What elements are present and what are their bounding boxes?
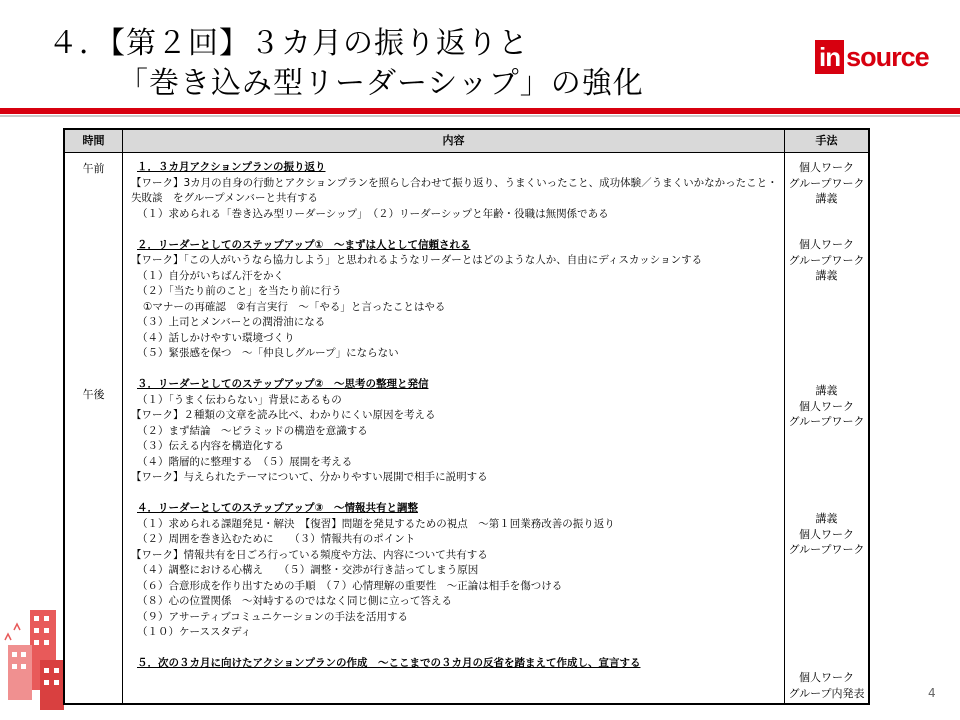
logo-box-text: in [815, 40, 844, 74]
slide-title-line2: 「巻き込み型リーダーシップ」の強化 [118, 66, 644, 101]
section-heading: ４．リーダーとしてのステップアップ③ ～情報共有と調整 [137, 502, 418, 514]
section-heading: ５．次の３カ月に向けたアクションプランの作成 ～ここまでの３カ月の反省を踏まえて作成し、宣言する [137, 657, 641, 669]
method-item: 講義 [815, 269, 838, 282]
content-line: （１）求められる課題発見・解決 【復習】問題を発見するための視点 ～第１回業務改善の振り返り [137, 517, 615, 530]
method-item: グループワーク [788, 415, 865, 428]
method-cell [785, 160, 868, 207]
content-line: （３）上司とメンバーとの潤滑油になる [137, 316, 326, 328]
insource-logo [815, 40, 929, 74]
method-cell [785, 383, 868, 430]
content-line: （３）伝える内容を構造化する [137, 440, 284, 452]
method-item: グループワーク [788, 543, 865, 556]
content-line: （１）「うまく伝わらない」背景にあるもの [137, 393, 342, 406]
section-heading: １．３カ月アクションプランの振り返り [137, 161, 326, 173]
time-morning: 午前 [82, 162, 105, 175]
page-number: 4 [928, 686, 936, 700]
content-line: 【ワーク】「この人がいうなら協力しよう」と思われるようなリーダーとはどのような人か、自由にディスカッションする [131, 254, 703, 266]
method-cell [785, 670, 868, 701]
content-line: 失敗談 をグループメンバーと共有する [131, 192, 319, 204]
content-line: （４）調整における心構え （５）調整・交渉が行き詰ってしまう原因 [137, 564, 479, 576]
content-line: （２）周囲を巻き込むために （３）情報共有のポイント [137, 533, 416, 545]
header-content: 内容 [442, 134, 465, 147]
method-item: グループワーク [788, 176, 865, 190]
slide-title [48, 24, 644, 104]
header-time: 時間 [82, 134, 105, 147]
content-line: （６）合意形成を作り出すための手順 （７）心情理解の重要性 ～正論は相手を傷つける [137, 579, 563, 592]
section-heading: ２．リーダーとしてのステップアップ① ～まずは人として信頼される [137, 238, 471, 251]
content-line: （９）アサーティブコミュニケーションの手法を活用する [137, 610, 409, 623]
content-line: 【ワーク】3カ月の自身の行動とアクションプランを照らし合わせて振り返り、うまくいったこと、成功体験／うまくいかなかったこと・ [131, 176, 778, 189]
method-item: 個人ワーク [799, 399, 854, 413]
content-line: 【ワーク】与えられたテーマについて、分かりやすい展開で相手に説明する [131, 471, 488, 483]
content-line: 【ワーク】２種類の文章を読み比べ、わかりにくい原因を考える [131, 409, 436, 421]
method-item: 講義 [815, 512, 838, 525]
logo-rest-text: source [846, 41, 929, 72]
content-column [131, 160, 781, 672]
schedule-table [63, 128, 870, 705]
content-line: （２）まず結論 ～ピラミッドの構造を意識する [137, 424, 368, 437]
time-afternoon: 午後 [82, 388, 105, 401]
method-item: 講義 [815, 384, 838, 397]
content-line: （１０）ケーススタディ [137, 626, 252, 638]
content-line: （４）話しかけやすい環境づくり [137, 331, 295, 344]
column-divider [122, 130, 123, 703]
header-grey-rule [0, 115, 960, 117]
content-line: （２）「当たり前のこと」を当たり前に行う [137, 285, 342, 297]
content-line: （１）自分がいちばん汗をかく [137, 269, 284, 282]
building-illustration [0, 600, 70, 720]
method-item: 個人ワーク [799, 238, 854, 251]
content-line: （８）心の位置関係 ～対峙するのではなく同じ側に立って答える [137, 595, 452, 607]
method-cell [785, 511, 868, 558]
header-method: 手法 [815, 134, 838, 147]
method-item: 個人ワーク [799, 161, 854, 174]
table-header-row [65, 130, 868, 153]
method-item: 個人ワーク [799, 671, 854, 684]
content-line: （４）階層的に整理する （５）展開を考える [137, 455, 353, 468]
content-line: （１）求められる「巻き込み型リーダーシップ」 （２）リーダーシップと年齢・役職は無関係である [137, 207, 609, 220]
method-item: 講義 [815, 192, 838, 205]
content-line: 【ワーク】情報共有を日ごろ行っている頻度や方法、内容について共有する [131, 548, 488, 561]
method-item: グループ内発表 [788, 686, 865, 700]
section-heading: ３．リーダーとしてのステップアップ② ～思考の整理と発信 [137, 378, 429, 390]
content-line: （５）緊張感を保つ ～「仲良しグループ」にならない [137, 347, 399, 359]
content-line: ①マナーの再確認 ②有言実行 ～「やる」と言ったことはやる [143, 300, 446, 313]
header-red-rule [0, 108, 960, 114]
method-item: グループワーク [788, 253, 865, 267]
method-item: 個人ワーク [799, 527, 854, 541]
method-cell [785, 237, 868, 284]
slide-title-line1: ４．【第２回】３カ月の振り返りと [48, 26, 529, 61]
